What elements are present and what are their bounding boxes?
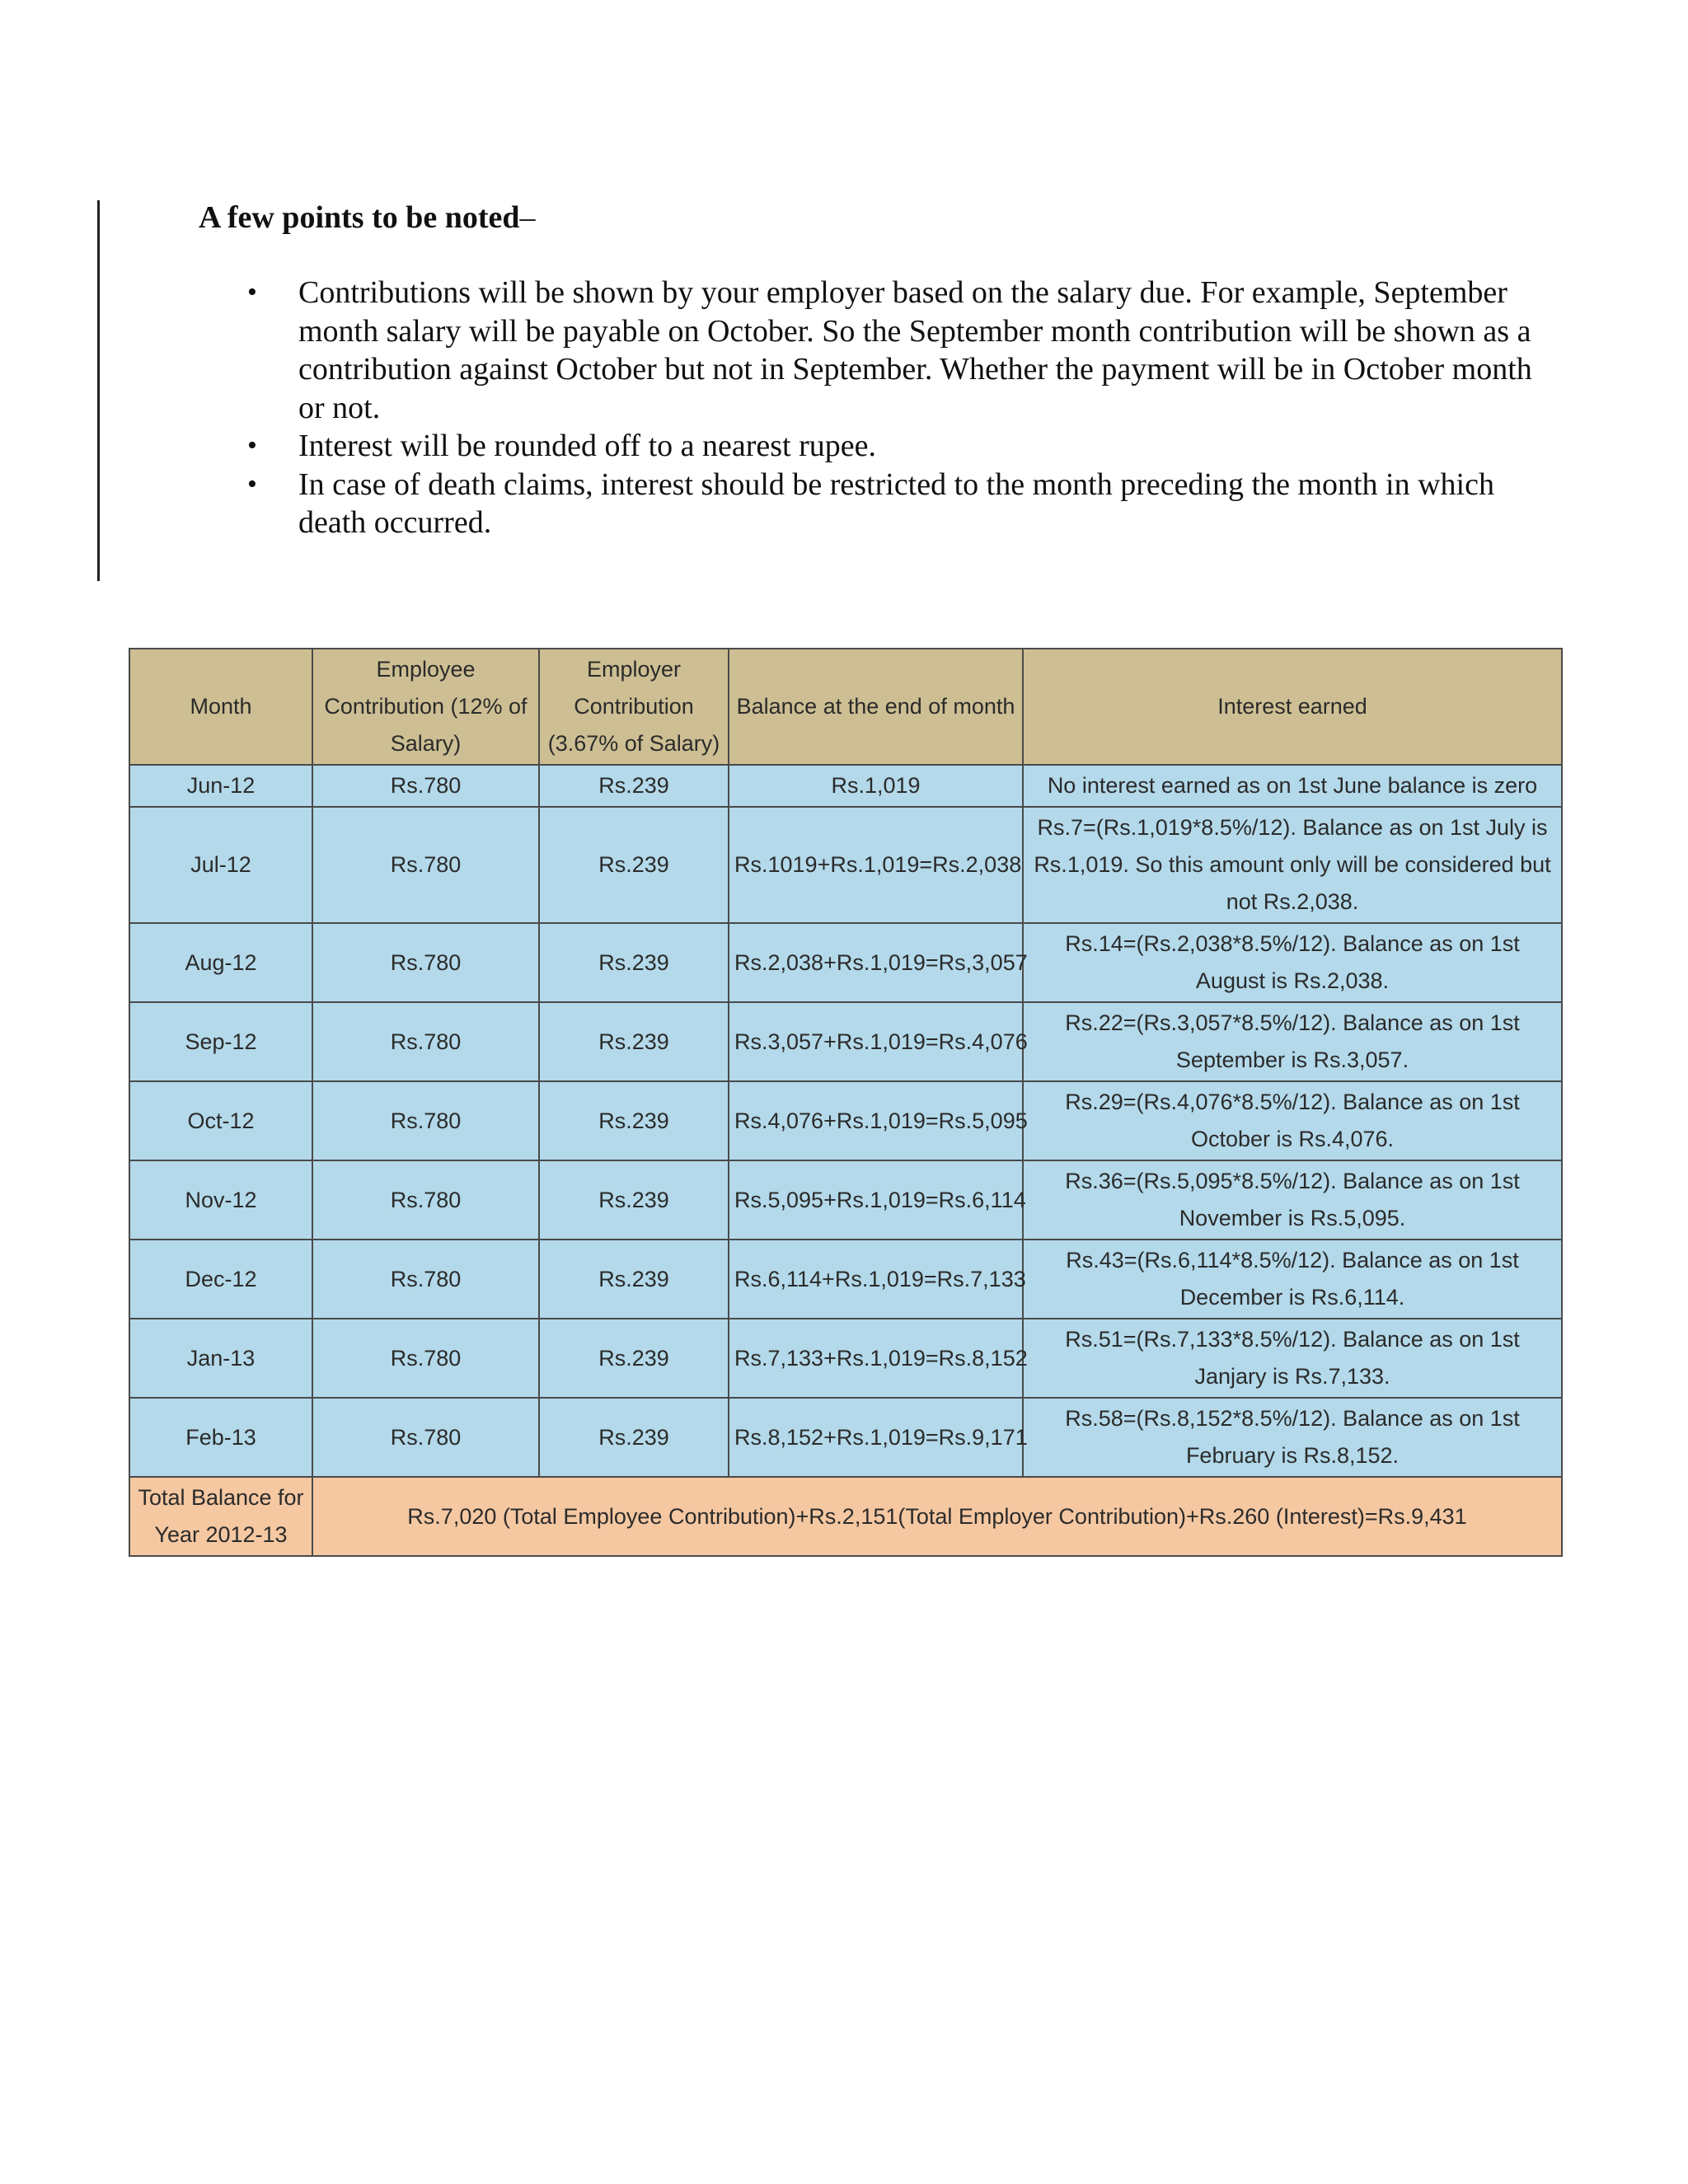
cell-interest: Rs.29=(Rs.4,076*8.5%/12). Balance as on 1st October is Rs.4,076. <box>1023 1081 1562 1160</box>
section-heading <box>199 197 536 238</box>
list-item-text: Interest will be rounded off to a nearest rupee. <box>298 429 876 463</box>
bullet-icon: • <box>247 468 257 499</box>
cell-interest: Rs.22=(Rs.3,057*8.5%/12). Balance as on 1st September is Rs.3,057. <box>1023 1002 1562 1081</box>
cell-employee: Rs.780 <box>312 1002 539 1081</box>
section-heading-text: A few points to be noted <box>199 200 520 235</box>
cell-employer: Rs.239 <box>539 1398 729 1477</box>
cell-interest: No interest earned as on 1st June balance is zero <box>1023 765 1562 807</box>
cell-employer: Rs.239 <box>539 1002 729 1081</box>
table-row <box>129 1240 1562 1319</box>
table-row <box>129 1160 1562 1240</box>
cell-employee: Rs.780 <box>312 1081 539 1160</box>
pf-interest-table-image <box>129 648 1561 1547</box>
cell-month: Feb-13 <box>129 1398 312 1477</box>
cell-employer: Rs.239 <box>539 1319 729 1398</box>
list-item-text: In case of death claims, interest should be restricted to the month preceding the month in which death occurred. <box>298 466 1494 540</box>
cell-balance: Rs.5,095+Rs.1,019=Rs.6,114 <box>729 1160 1023 1240</box>
cell-employee: Rs.780 <box>312 923 539 1002</box>
cell-month: Dec-12 <box>129 1240 312 1319</box>
cell-month: Jul-12 <box>129 807 312 923</box>
cell-interest: Rs.7=(Rs.1,019*8.5%/12). Balance as on 1st July is Rs.1,019. So this amount only will be considered but not Rs.2,038. <box>1023 807 1562 923</box>
header-interest-earned: Interest earned <box>1023 649 1562 765</box>
cell-employee: Rs.780 <box>312 1319 539 1398</box>
cell-balance: Rs.1019+Rs.1,019=Rs.2,038 <box>729 807 1023 923</box>
cell-interest: Rs.14=(Rs.2,038*8.5%/12). Balance as on 1st August is Rs.2,038. <box>1023 923 1562 1002</box>
cell-interest: Rs.36=(Rs.5,095*8.5%/12). Balance as on 1st November is Rs.5,095. <box>1023 1160 1562 1240</box>
cell-employee: Rs.780 <box>312 1160 539 1240</box>
pf-interest-table <box>129 648 1563 1557</box>
cell-balance: Rs.1,019 <box>729 765 1023 807</box>
cell-balance: Rs.7,133+Rs.1,019=Rs.8,152 <box>729 1319 1023 1398</box>
bullet-icon: • <box>247 430 257 461</box>
cell-employer: Rs.239 <box>539 765 729 807</box>
cell-employer: Rs.239 <box>539 923 729 1002</box>
cell-employee: Rs.780 <box>312 807 539 923</box>
table-total-row <box>129 1477 1562 1556</box>
header-balance: Balance at the end of month <box>729 649 1023 765</box>
cell-employer: Rs.239 <box>539 1081 729 1160</box>
cell-employer: Rs.239 <box>539 1160 729 1240</box>
table-row <box>129 1002 1562 1081</box>
header-month: Month <box>129 649 312 765</box>
bullet-icon: • <box>247 277 257 307</box>
cell-interest: Rs.51=(Rs.7,133*8.5%/12). Balance as on 1st Janjary is Rs.7,133. <box>1023 1319 1562 1398</box>
table-row <box>129 1398 1562 1477</box>
list-item <box>247 466 1533 542</box>
cell-interest: Rs.43=(Rs.6,114*8.5%/12). Balance as on 1st December is Rs.6,114. <box>1023 1240 1562 1319</box>
table-header-row <box>129 649 1562 765</box>
cell-balance: Rs.8,152+Rs.1,019=Rs.9,171 <box>729 1398 1023 1477</box>
table-row <box>129 765 1562 807</box>
cell-employee: Rs.780 <box>312 765 539 807</box>
cell-balance: Rs.6,114+Rs.1,019=Rs.7,133 <box>729 1240 1023 1319</box>
cell-month: Nov-12 <box>129 1160 312 1240</box>
cell-employee: Rs.780 <box>312 1240 539 1319</box>
table-row <box>129 923 1562 1002</box>
total-label: Total Balance for Year 2012-13 <box>129 1477 312 1556</box>
total-value: Rs.7,020 (Total Employee Contribution)+Rs.2,151(Total Employer Contribution)+Rs.260 (Interest)=Rs.9,431 <box>312 1477 1562 1556</box>
table-row <box>129 1081 1562 1160</box>
list-item-text: Contributions will be shown by your employer based on the salary due. For example, September month salary will be payable on October. So the September month contribution will be shown as a contribution against October but not in September. Whether the payment will be in October month or not. <box>298 275 1532 425</box>
cell-month: Sep-12 <box>129 1002 312 1081</box>
cell-month: Aug-12 <box>129 923 312 1002</box>
header-employer-contribution: Employer Contribution (3.67% of Salary) <box>539 649 729 765</box>
cell-employer: Rs.239 <box>539 1240 729 1319</box>
notes-list <box>247 274 1533 542</box>
cell-interest: Rs.58=(Rs.8,152*8.5%/12). Balance as on 1st February is Rs.8,152. <box>1023 1398 1562 1477</box>
cell-month: Jan-13 <box>129 1319 312 1398</box>
header-employee-contribution: Employee Contribution (12% of Salary) <box>312 649 539 765</box>
cell-month: Oct-12 <box>129 1081 312 1160</box>
list-item <box>247 274 1533 427</box>
section-heading-dash: – <box>519 200 536 235</box>
cell-balance: Rs.4,076+Rs.1,019=Rs.5,095 <box>729 1081 1023 1160</box>
table-row <box>129 807 1562 923</box>
cell-employee: Rs.780 <box>312 1398 539 1477</box>
list-item <box>247 427 1533 466</box>
cell-month: Jun-12 <box>129 765 312 807</box>
cell-employer: Rs.239 <box>539 807 729 923</box>
cell-balance: Rs.2,038+Rs.1,019=Rs,3,057 <box>729 923 1023 1002</box>
cell-balance: Rs.3,057+Rs.1,019=Rs.4,076 <box>729 1002 1023 1081</box>
table-row <box>129 1319 1562 1398</box>
revision-change-bar <box>97 200 100 581</box>
